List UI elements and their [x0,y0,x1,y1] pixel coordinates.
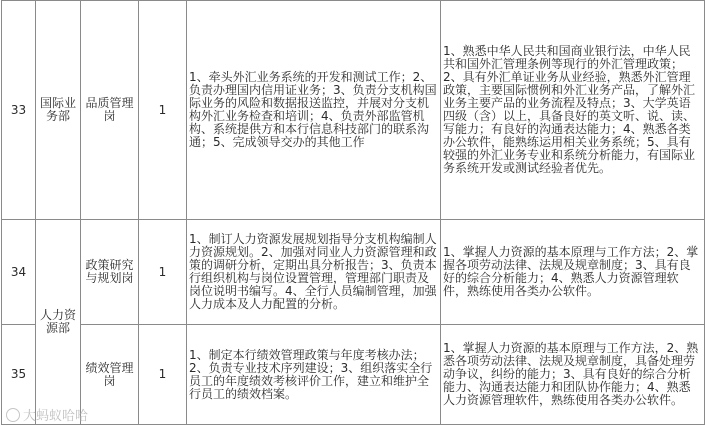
recruitment-table [1,0,705,425]
position-cell: 品质管理岗 [81,1,139,220]
requirements-cell: 1、掌握人力资源的基本原理与工作方法，2、熟悉各项劳动法律、法规及规章制度，具备处理劳动争议，纠纷的能力；3、具有良好的综合分析能力、沟通表达能力和团队协作能力；4、熟悉人力资源管理软件，熟练使用各类办公软件。 [441,325,705,425]
requirements-cell: 1、熟悉中华人民共和国商业银行法，中华人民共和国外汇管理条例等现行的外汇管理政策；2、具有外汇单证业务从业经验，熟悉外汇管理政策，主要国际惯例和外汇业务产品，了解外汇业务主要产品的业务流程及特点；3、大学英语四级（含）以上，具备良好的英文听、说、读、写能力；有良好的沟通表达能力；4、熟悉各类办公软件，能熟练运用相关业务系统；5、具有较强的外汇业务专业和系统分析能力，有国际业务系统开发或测试经验者优先。 [441,1,705,220]
duties-cell: 1、制订人力资源发展规划指导分支机构编制人力资源规划。2、加强对同业人力资源管理和政策的调研分析，定期出具分析报告；3、负责本行组织机构与岗位设置管理，管理部门职责及岗位说明书编写。4、全行人员编制管理，加强人力成本及人力配置的分析。 [187,220,441,325]
position-cell: 政策研究与规划岗 [81,220,139,325]
watermark-logo-icon [6,408,20,422]
row-number: 33 [2,1,36,220]
department-cell: 人力资源部 [36,220,81,425]
headcount-cell: 1 [139,1,187,220]
position-cell: 绩效管理岗 [81,325,139,425]
table-row [2,325,705,425]
duties-cell: 1、制定本行绩效管理政策与年度考核办法；2、负责专业技术序列建设；3、组织落实全行员工的年度绩效考核评价工作，建立和维护全行员工的绩效档案。 [187,325,441,425]
department-cell: 国际业务部 [36,1,81,220]
watermark [6,405,88,424]
row-number: 34 [2,220,36,325]
row-number: 35 [2,325,36,425]
requirements-cell: 1、掌握人力资源的基本原理与工作方法；2、掌握各项劳动法律、法规及规章制度；3、具有良好的综合分析能力；4、熟悉人力资源管理软件，熟练使用各类办公软件。 [441,220,705,325]
table-row [2,1,705,220]
duties-cell: 1、牵头外汇业务系统的开发和测试工作；2、负责办理国内信用证业务；3、负责分支机构国际业务的风险和数据报送监控，并展对分支机构外汇业务检查和培训；4、负责外部监管机构、系统提供方和本行信息科技部门的联系沟通；5、完成领导交办的其他工作 [187,1,441,220]
watermark-text: 大蚂蚁哈哈 [23,409,89,424]
headcount-cell: 1 [139,325,187,425]
headcount-cell: 1 [139,220,187,325]
table-row [2,220,705,325]
